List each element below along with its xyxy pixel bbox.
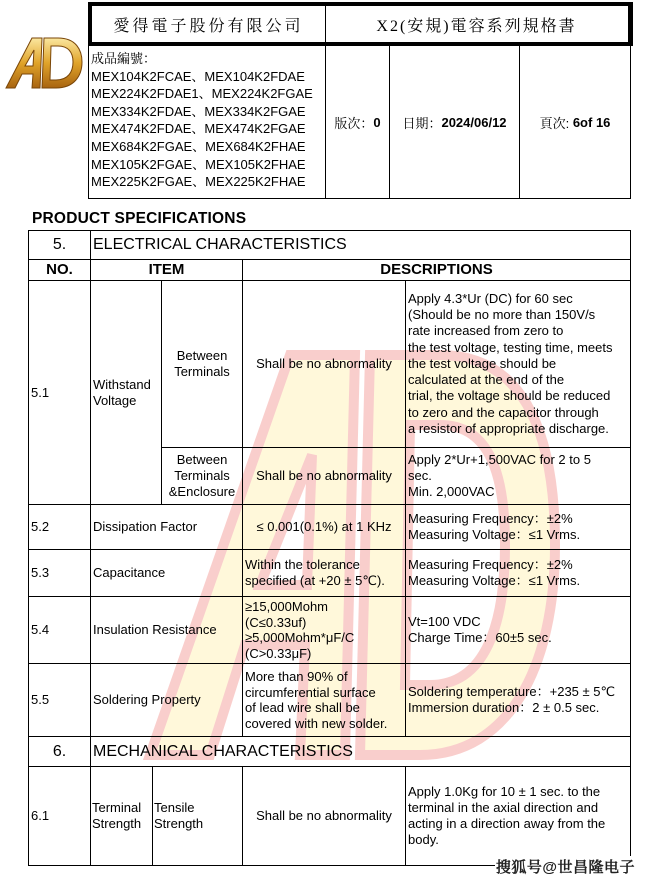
part-number-line: MEX105K2FGAE、MEX105K2FHAE	[91, 156, 306, 172]
section-title: MECHANICAL CHARACTERISTICS	[90, 736, 631, 767]
method-line: Vt=100 VDC	[408, 613, 481, 629]
part-number-line: MEX684K2FGAE、MEX684K2FHAE	[91, 138, 306, 154]
method-line: a resistor of appropriate discharge.	[408, 420, 609, 436]
requirement-line: covered with new solder.	[245, 715, 388, 731]
method-line: terminal in the axial direction and	[408, 799, 599, 815]
requirement: Shall be no abnormality	[242, 447, 406, 505]
document-title: X2(安規)電容系列規格書	[376, 17, 577, 35]
requirement	[242, 596, 406, 664]
item-name: Withstand Voltage	[90, 280, 162, 505]
test-method	[405, 504, 631, 550]
test-method	[405, 280, 631, 448]
source-watermark: 搜狐号@世昌隆电子	[495, 856, 636, 877]
method-line: Soldering temperature：+235 ± 5℃	[408, 683, 616, 699]
part-number-line: MEX104K2FCAE、MEX104K2FDAE	[91, 68, 305, 84]
method-line: to zero and the capacitor through	[408, 404, 599, 420]
method-line: calculated at the end of the	[408, 372, 565, 388]
method-line: the test voltage should be	[408, 355, 557, 371]
part-number-line: MEX334K2FDAE、MEX334K2FGAE	[91, 103, 306, 119]
requirement-line: ≥15,000Mohm	[245, 599, 329, 614]
method-line: acting in a direction away from the	[408, 816, 606, 831]
row-number: 5.3	[28, 549, 91, 597]
test-method	[405, 596, 631, 664]
requirement: ≤ 0.001(0.1%) at 1 KHz	[242, 504, 406, 550]
requirement: Shall be no abnormality	[242, 766, 406, 866]
method-line: the test voltage, testing time, meets	[408, 339, 613, 355]
item-name: Soldering Property	[90, 663, 243, 737]
requirement-line: of lead wire shall be	[245, 700, 360, 715]
page-label: 頁次:	[539, 115, 570, 131]
row-number: 6.1	[28, 766, 91, 866]
company-name: 愛得電子股份有限公司	[92, 6, 326, 42]
spec-table	[29, 231, 632, 867]
requirement-line: Within the tolerance	[245, 556, 360, 572]
item-name: Capacitance	[90, 549, 243, 597]
requirement	[242, 549, 406, 597]
part-number-line: MEX224K2FDAE1、MEX224K2FGAE	[91, 86, 313, 102]
test-method	[405, 663, 631, 737]
date-label: 日期：	[402, 115, 442, 131]
revision-label: 版次：	[334, 115, 374, 131]
method-line: sec.	[408, 467, 432, 483]
spec-heading: PRODUCT SPECIFICATIONS	[32, 210, 247, 227]
document-header	[88, 2, 633, 46]
item-name: Insulation Resistance	[90, 596, 243, 664]
requirement-line: More than 90% of	[245, 669, 348, 684]
subitem-name: Between Terminals	[161, 280, 243, 448]
part-number-line: MEX474K2FDAE、MEX474K2FGAE	[91, 121, 306, 137]
revision-cell	[326, 46, 390, 198]
column-header-descriptions: DESCRIPTIONS	[242, 259, 631, 281]
row-number: 5.4	[28, 596, 91, 664]
method-line: Charge Time：60±5 sec.	[408, 630, 552, 645]
method-line: (Should be no more than 150V/s	[408, 307, 596, 323]
method-line: trial, the voltage should be reduced	[408, 388, 611, 404]
revision-value: 0	[373, 114, 381, 130]
method-line: Min. 2,000VAC	[408, 484, 495, 500]
item-name: Dissipation Factor	[90, 504, 243, 550]
method-line: Apply 2*Ur+1,500VAC for 2 to 5	[408, 451, 591, 467]
page-cell	[520, 46, 630, 198]
ad-logo-icon	[2, 32, 84, 92]
part-number-line: MEX225K2FGAE、MEX225K2FHAE	[91, 174, 306, 190]
section-number: 5.	[28, 230, 91, 260]
part-numbers-label: 成品編號：	[91, 51, 157, 66]
requirement	[242, 663, 406, 737]
section-title: ELECTRICAL CHARACTERISTICS	[90, 230, 631, 260]
requirement-line: specified (at +20 ± 5℃).	[245, 573, 385, 588]
subitem-name: Between Terminals &Enclosure	[161, 447, 243, 505]
method-line: Immersion duration：2 ± 0.5 sec.	[408, 700, 600, 715]
requirement-line: circumferential surface	[245, 684, 376, 700]
method-line: Measuring Frequency：±2%	[408, 510, 573, 526]
row-number: 5.1	[28, 280, 91, 505]
method-line: rate increased from zero to	[408, 323, 564, 339]
method-line: Apply 1.0Kg for 10 ± 1 sec. to the	[408, 783, 601, 799]
section-number: 6.	[28, 736, 91, 767]
row-number: 5.2	[28, 504, 91, 550]
method-line: Measuring Voltage：≤1 Vrms.	[408, 527, 581, 542]
column-header-no: NO.	[28, 259, 91, 281]
page-value: 6of 16	[572, 114, 611, 130]
column-header-item: ITEM	[90, 259, 243, 281]
item-name: Terminal Strength	[90, 766, 153, 866]
date-value: 2024/06/12	[441, 114, 507, 130]
document-info-row	[88, 46, 631, 199]
part-numbers-cell	[89, 46, 326, 198]
method-line: Measuring Frequency：±2%	[408, 556, 573, 572]
method-line: Measuring Voltage：≤1 Vrms.	[408, 573, 581, 588]
company-logo	[2, 32, 84, 92]
method-line: body.	[408, 832, 439, 848]
test-method	[405, 447, 631, 505]
test-method	[405, 766, 631, 866]
test-method	[405, 549, 631, 597]
method-line: Apply 4.3*Ur (DC) for 60 sec	[408, 291, 573, 307]
requirement: Shall be no abnormality	[242, 280, 406, 448]
requirement-line: (C≤0.33uf)	[245, 614, 307, 630]
row-number: 5.5	[28, 663, 91, 737]
requirement-line: ≥5,000Mohm*μF/C	[245, 630, 355, 645]
requirement-line: (C>0.33μF)	[245, 645, 312, 661]
date-cell	[390, 46, 520, 198]
subitem-name: Tensile Strength	[152, 766, 243, 866]
